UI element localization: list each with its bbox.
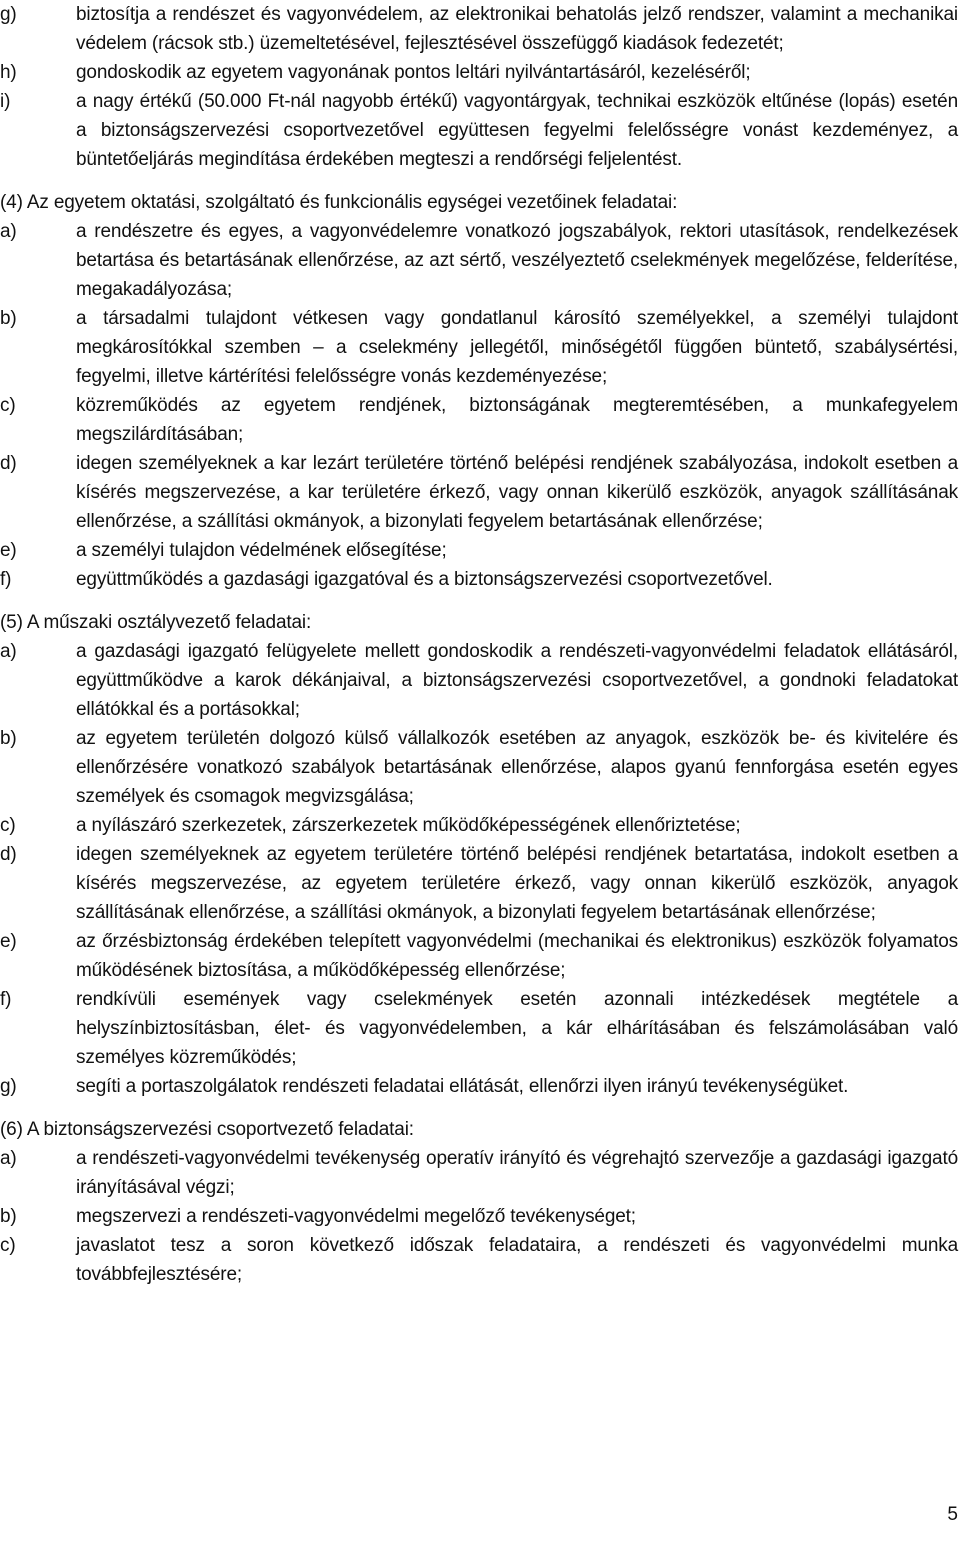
list-item [0,1202,958,1231]
list-marker: i) [0,91,11,112]
list-marker: a) [0,221,17,242]
list-marker: e) [0,540,17,561]
list-item [0,449,958,536]
list-marker: e) [0,931,17,952]
list-item-text: a rendészeti-vagyonvédelmi tevékenység operatív irányító és végrehajtó szervezője a gazdasági igazgató irányításával végzi; [76,1148,958,1198]
list-marker: d) [0,453,17,474]
section-6 [0,1115,958,1289]
list-item-text: a társadalmi tulajdont vétkesen vagy gondatlanul károsító személyekkel, a személyi tulajdont megkárosítókkal szemben – a cselekmény jellegétől, minőségétől függően büntető, szabálysértési, fegyelmi, illetve kártérítési felelősségre vonás kezdeményezése; [76,308,958,387]
list-item-text: a nyílászáró szerkezetek, zárszerkezetek működőképességének ellenőriztetése; [76,815,741,836]
section-5 [0,608,958,1101]
list-item [0,565,958,594]
list-marker: b) [0,1206,17,1227]
section-spacer [0,1101,958,1115]
section-heading: (4) Az egyetem oktatási, szolgáltató és funkcionális egységei vezetőinek feladatai: [0,192,678,213]
list-item-text: az egyetem területén dolgozó külső vállalkozók esetében az anyagok, eszközök be- és kivitelére és ellenőrzésére vonatkozó szabályok betartásának ellenőrzése, alapos gyanú fennforgása esetén egyes személyek és csomagok megvizsgálása; [76,728,958,807]
list-item-text: idegen személyeknek az egyetem területére történő belépési rendjének betartatása, indokolt esetben a kísérés megszervezése, az egyetem területére érkező, vagy onnan kikerülő eszközök, anyagok szállításának ellenőrzése, a szállítási okmányok, a bizonylati fegyelem betartásának ellenőrzése; [76,844,958,923]
list-item-text: biztosítja a rendészet és vagyonvédelem, az elektronikai behatolás jelző rendszer, valamint a mechanikai védelem (rácsok stb.) üzemeltetésével, fejlesztésével összefüggő kiadások fedezetét; [76,4,958,54]
list-item-i [0,87,958,174]
list-item-text: a személyi tulajdon védelmének elősegítése; [76,540,447,561]
list-item [0,217,958,304]
list-item [0,1144,958,1202]
list-marker: c) [0,815,16,836]
list-item-text: segíti a portaszolgálatok rendészeti feladatai ellátását, ellenőrzi ilyen irányú tevékenységüket. [76,1076,849,1097]
list-item [0,985,958,1072]
list-marker: f) [0,989,12,1010]
list-item-text: javaslatot tesz a soron következő időszak feladataira, a rendészeti és vagyonvédelmi munka továbbfejlesztésére; [76,1235,958,1285]
list-item-text: rendkívüli események vagy cselekmények esetén azonnali intézkedések megtétele a helyszínbiztosításban, élet- és vagyonvédelemben, a kár elhárításában és felszámolásában való személyes közreműködés; [76,989,958,1068]
list-marker: a) [0,641,17,662]
list-item-text: a rendészetre és egyes, a vagyonvédelemre vonatkozó jogszabályok, rektori utasítások, rendelkezések betartása és betartásának ellenőrzése, az azt sértő, veszélyeztető cselekmények megelőzése, felderítése, megakadályozása; [76,221,958,300]
section-heading: (5) A műszaki osztályvezető feladatai: [0,612,312,633]
list-item-g [0,0,958,58]
list-marker: g) [0,4,17,25]
section-spacer [0,594,958,608]
list-marker: g) [0,1076,17,1097]
list-marker: c) [0,395,16,416]
list-item-text: a nagy értékű (50.000 Ft-nál nagyobb értékű) vagyontárgyak, technikai eszközök eltűnése (lopás) esetén a biztonságszervezési csoportvezetővel együttesen fegyelmi felelősségre vonást kezdeményez, a büntetőeljárás megindítása érdekében megteszi a rendőrségi feljelentést. [76,91,958,170]
list-item-h [0,58,958,87]
list-marker: b) [0,728,17,749]
list-item [0,304,958,391]
list-item-text: közreműködés az egyetem rendjének, biztonságának megteremtésében, a munkafegyelem megszilárdításában; [76,395,958,445]
list-item [0,724,958,811]
section-top-list [0,0,958,174]
section-spacer [0,174,958,188]
list-item-text: az őrzésbiztonság érdekében telepített vagyonvédelmi (mechanikai és elektronikus) eszközök folyamatos működésének biztosítása, a működőképesség ellenőrzése; [76,931,958,981]
list-marker: b) [0,308,17,329]
list-marker: d) [0,844,17,865]
list-item [0,391,958,449]
list-item-text: gondoskodik az egyetem vagyonának pontos leltári nyilvántartásáról, kezeléséről; [76,62,751,83]
list-marker: f) [0,569,12,590]
list-marker: a) [0,1148,17,1169]
list-item [0,840,958,927]
section-4 [0,188,958,594]
list-item-text: idegen személyeknek a kar lezárt területére történő belépési rendjének szabályozása, indokolt esetben a kísérés megszervezése, a kar területére érkező, vagy onnan kikerülő eszközök, anyagok szállításának ellenőrzése, a szállítási okmányok, a bizonylati fegyelem betartásának ellenőrzése; [76,453,958,532]
list-item [0,1231,958,1289]
list-item-text: megszervezi a rendészeti-vagyonvédelmi megelőző tevékenységet; [76,1206,636,1227]
list-item [0,637,958,724]
list-marker: c) [0,1235,16,1256]
list-item [0,811,958,840]
list-item-text: a gazdasági igazgató felügyelete mellett gondoskodik a rendészeti-vagyonvédelmi feladatok ellátásáról, együttműködve a karok dékánjaival, a biztonságszervezési csoportvezetővel, a gondnoki feladatokat ellátókkal és a portásokkal; [76,641,958,720]
list-item [0,1072,958,1101]
list-item-text: együttműködés a gazdasági igazgatóval és a biztonságszervezési csoportvezetővel. [76,569,773,590]
page-number: 5 [947,1504,958,1525]
list-item [0,927,958,985]
section-heading: (6) A biztonságszervezési csoportvezető feladatai: [0,1119,414,1140]
list-item [0,536,958,565]
list-marker: h) [0,62,17,83]
